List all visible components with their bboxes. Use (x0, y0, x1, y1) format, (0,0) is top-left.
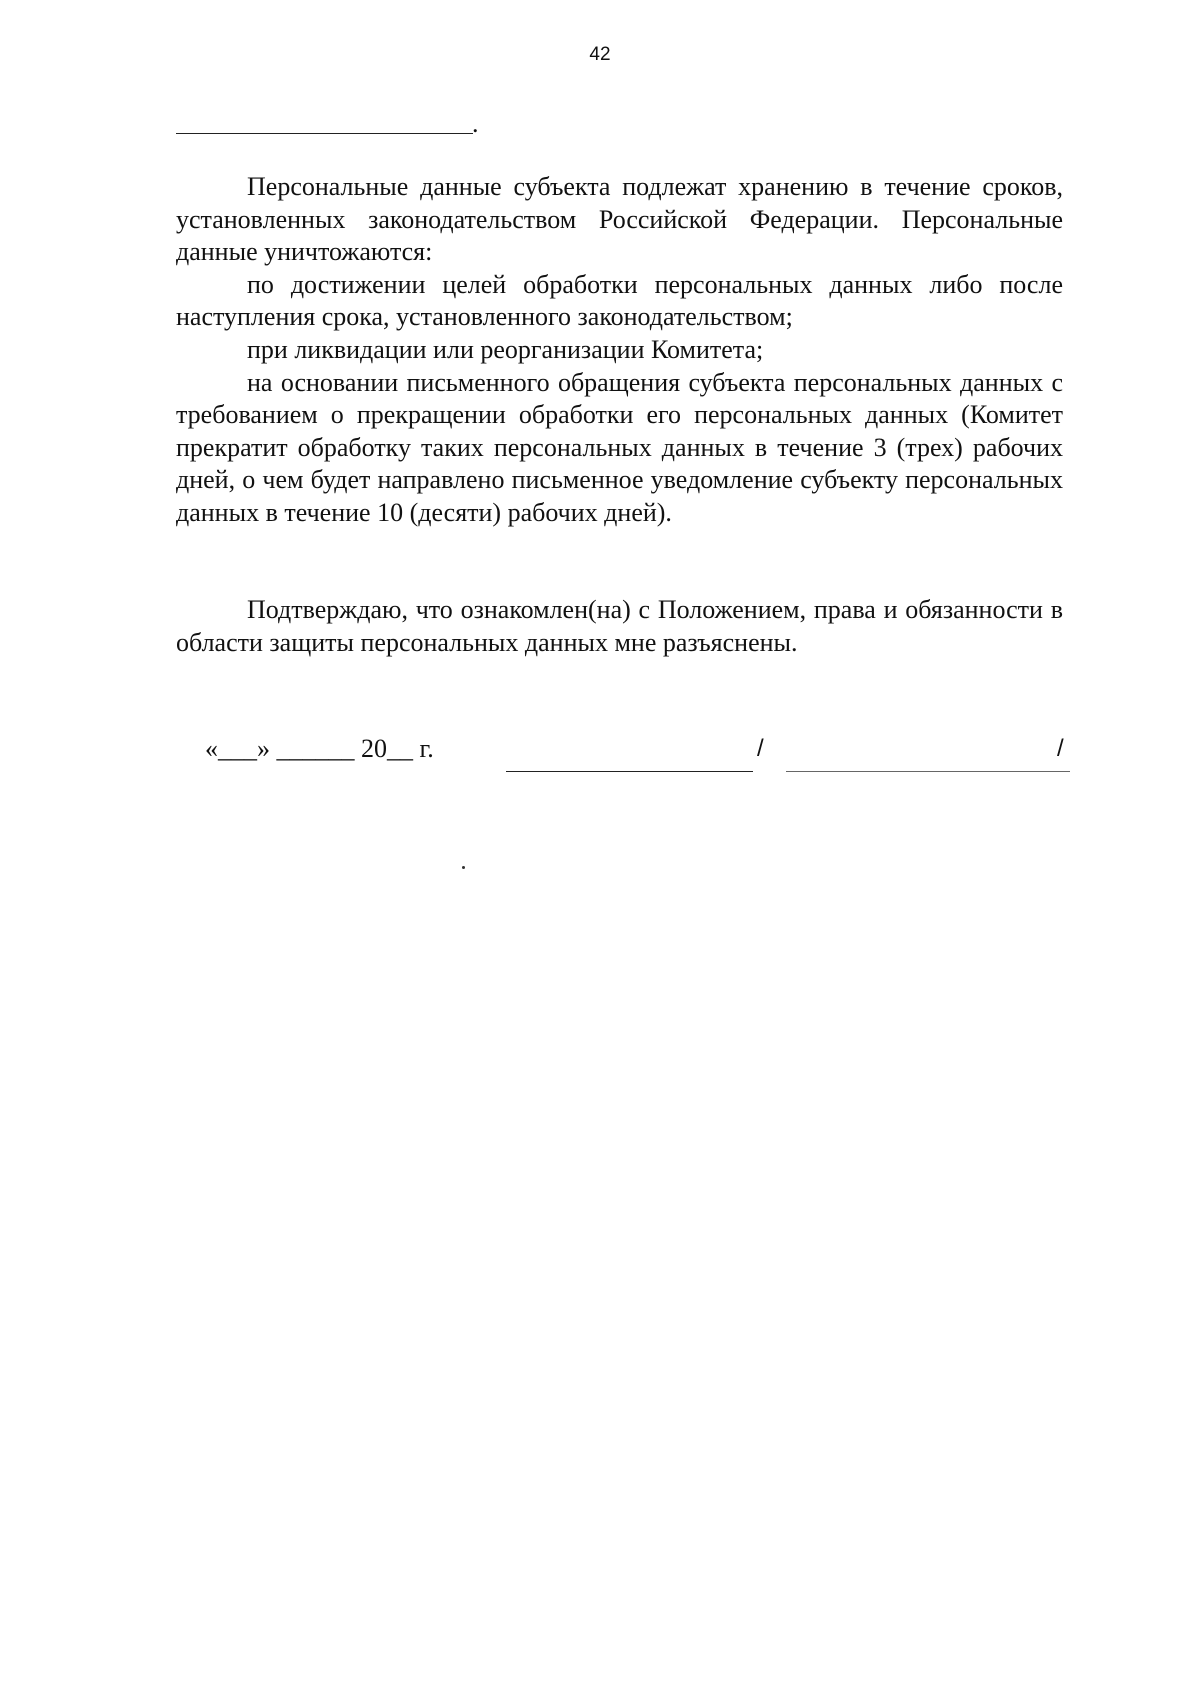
signature-date-field: «___» ______ 20__ г. (205, 734, 434, 763)
trailing-period: . (472, 109, 479, 138)
name-line (786, 771, 1070, 772)
paragraph-retention-intro: Персональные данные субъекта подлежат хранению в течение сроков, установленных законодательством Российской Федерации. Персональные данные уничтожаются: (176, 172, 1063, 267)
confirmation-section (176, 594, 1063, 659)
paragraph-destruction-liquidation: при ликвидации или реорганизации Комитета; (247, 334, 764, 364)
signature-separator: / (757, 735, 764, 762)
page-number: 42 (589, 44, 611, 65)
paragraph-destruction-request: на основании письменного обращения субъекта персональных данных с требованием о прекращении обработки его персональных данных (Комитет прекратит обработку таких персональных данных в течение 3 (трех) рабочих дней, о чем будет направлено письменное уведомление субъекту персональных данных в течение 10 (десяти) рабочих дней). (176, 367, 1063, 527)
blank-underline (176, 133, 473, 134)
paragraph-confirmation: Подтверждаю, что ознакомлен(на) с Положением, права и обязанности в области защиты персональных данных мне разъяснены. (176, 595, 1063, 657)
retention-section (176, 171, 1063, 530)
name-separator: / (1057, 735, 1064, 762)
signature-line (506, 771, 753, 772)
paragraph-destruction-goals: по достижении целей обработки персональных данных либо после наступления срока, установленного законодательством; (176, 269, 1063, 332)
signature-row (0, 734, 1200, 782)
stray-mark (462, 866, 465, 869)
